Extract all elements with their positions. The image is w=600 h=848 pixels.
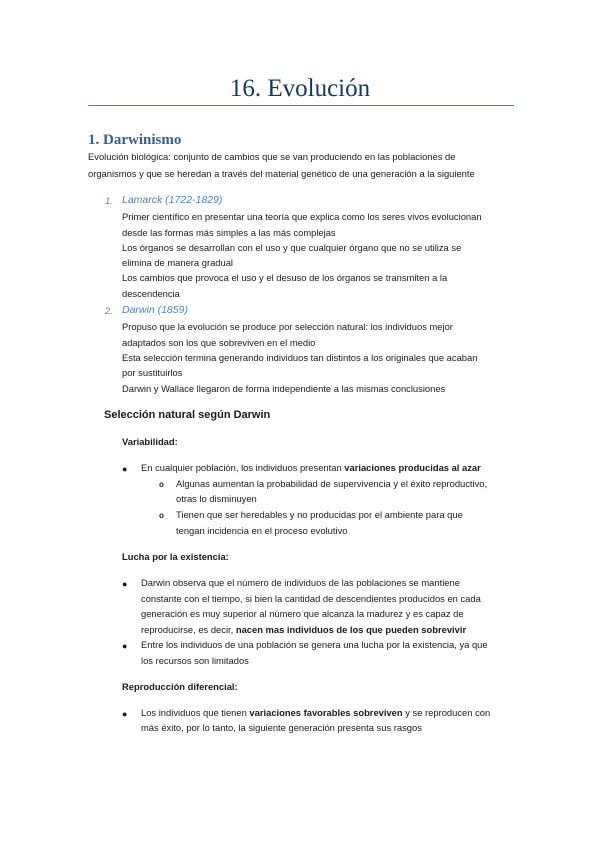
lamarck-line-4: elimina de manera gradual <box>122 257 234 268</box>
intro-line-2: organismos y que se heredan a través del material genético de una generación a la siguiente <box>88 168 475 179</box>
lamarck-heading: Lamarck (1722-1829) <box>122 194 223 206</box>
bullet-icon: ● <box>122 709 128 719</box>
struggle-b2-line-1: Entre los individuos de una población se genera una lucha por la existencia, ya que <box>141 639 488 650</box>
struggle-b1-line-1: Darwin observa que el número de individuos de las poblaciones se mantiene <box>141 577 460 588</box>
bullet-icon: ● <box>122 464 128 474</box>
reproduction-heading: Reproducción diferencial: <box>122 681 238 692</box>
lamarck-line-1: Primer científico en presentar una teoría que explica como los seres vivos evolucionan <box>122 211 482 222</box>
darwin-line-1: Propuso que la evolución se produce por selección natural: los individuos mejor <box>122 321 453 332</box>
variability-sub-1-line-2: otras lo disminuyen <box>176 493 257 504</box>
struggle-b1-line-4: reproducirse, es decir, nacen mas individuos de los que pueden sobrevivir <box>141 624 467 635</box>
list-number-2: 2. <box>105 305 113 316</box>
lamarck-line-5: Los cambios que provoca el uso y el desuso de los órganos se transmiten a la <box>122 272 448 283</box>
darwin-line-3: Esta selección termina generando individuos tan distintos a los originales que acaban <box>122 352 478 363</box>
lamarck-line-3: Los órganos se desarrollan con el uso y que cualquier órgano que no se utiliza se <box>122 242 462 253</box>
lamarck-line-2: desde las formas más simples a las más complejas <box>122 227 336 238</box>
circle-bullet-icon: o <box>159 511 164 520</box>
darwin-line-5: Darwin y Wallace llegaron de forma independiente a las mismas conclusiones <box>122 383 446 394</box>
selection-heading: Selección natural según Darwin <box>104 409 271 421</box>
variability-sub-2-line-2: tengan incidencia en el proceso evolutivo <box>176 525 348 536</box>
darwin-line-2: adaptados son los que sobreviven en el medio <box>122 337 316 348</box>
struggle-heading: Lucha por la existencia: <box>122 551 229 562</box>
struggle-b1-line-2: constante con el tiempo, si bien la cantidad de descendientes producidos en cada <box>141 593 481 604</box>
bullet-icon: ● <box>122 641 128 651</box>
circle-bullet-icon: o <box>159 480 164 489</box>
darwin-line-4: por sustituirlos <box>122 367 183 378</box>
darwin-heading: Darwin (1859) <box>122 304 188 316</box>
lamarck-line-6: descendencia <box>122 288 180 299</box>
bullet-icon: ● <box>122 579 128 589</box>
reproduction-b1-line-1: Los individuos que tienen variaciones favorables sobreviven y se reproducen con <box>141 707 491 718</box>
list-number-1: 1. <box>105 195 113 206</box>
variability-sub-1-line-1: Algunas aumentan la probabilidad de supervivencia y el éxito reproductivo, <box>176 478 488 489</box>
title-divider <box>88 105 514 106</box>
section-heading: 1. Darwinismo <box>88 132 182 148</box>
variability-sub-2-line-1: Tienen que ser heredables y no producidas por el ambiente para que <box>176 509 463 520</box>
page-title: 16. Evolución <box>229 75 371 102</box>
variability-bullet: En cualquier población, los individuos presentan variaciones producidas al azar <box>141 462 481 473</box>
reproduction-b1-line-2: más éxito, por lo tanto, la siguiente generación presenta sus rasgos <box>141 722 422 733</box>
variability-heading: Variabilidad: <box>122 436 178 447</box>
struggle-b2-line-2: los recursos son limitados <box>141 655 249 666</box>
struggle-b1-line-3: generación es muy superior al número que alcanza la madurez y es capaz de <box>141 608 464 619</box>
intro-line-1: Evolución biológica: conjunto de cambios que se van produciendo en las poblaciones de <box>88 151 456 162</box>
